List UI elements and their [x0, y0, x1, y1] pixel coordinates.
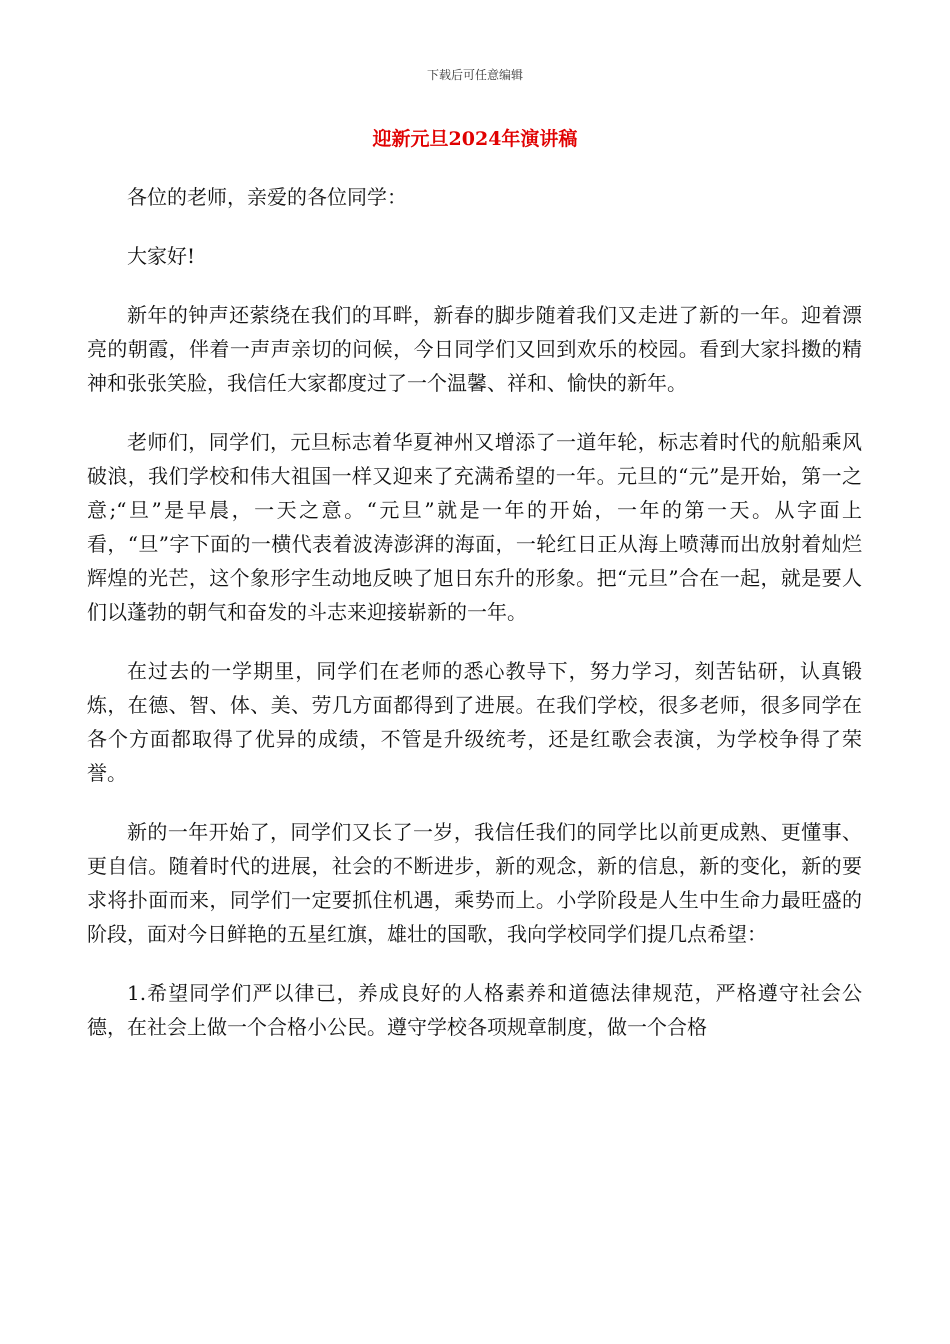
paragraph-greeting: 大家好! — [127, 244, 196, 268]
paragraph: 在过去的一学期里，同学们在老师的悉心教导下，努力学习，刻苦钻研，认真锻炼，在德、智、体、美、劳几方面都得到了进展。在我们学校，很多老师，很多同学在各个方面都取得了优异的成绩，不管是升级统考，还是红歌会表演，为学校争得了荣誉。 — [87, 659, 862, 785]
header-note: 下载后可任意编辑 — [426, 68, 523, 82]
paragraph: 1.希望同学们严以律已，养成良好的人格素养和道德法律规范，严格遵守社会公德，在社会上做一个合格小公民。遵守学校各项规章制度，做一个合格 — [87, 981, 862, 1039]
paragraph: 新年的钟声还萦绕在我们的耳畔，新春的脚步随着我们又走进了新的一年。迎着漂亮的朝霞，伴着一声声亲切的问候，今日同学们又回到欢乐的校园。看到大家抖擞的精神和张张笑脸，我信任大家都度过了一个温馨、祥和、愉快的新年。 — [87, 303, 862, 395]
page-title: 迎新元旦2024年演讲稿 — [372, 128, 578, 150]
paragraph: 老师们，同学们，元旦标志着华夏神州又增添了一道年轮，标志着时代的航船乘风破浪，我们学校和伟大祖国一样又迎来了充满希望的一年。元旦的“元”是开始，第一之意;“旦”是早晨，一天之意。“元旦”就是一年的开始，一年的第一天。从字面上看，“旦”字下面的一横代表着波涛澎湃的海面，一轮红日正从海上喷薄而出放射着灿烂辉煌的光芒，这个象形字生动地反映了旭日东升的形象。把“元旦”合在一起，就是要人们以蓬勃的朝气和奋发的斗志来迎接崭新的一年。 — [87, 430, 862, 624]
paragraph: 新的一年开始了，同学们又长了一岁，我信任我们的同学比以前更成熟、更懂事、更自信。随着时代的进展，社会的不断进步，新的观念，新的信息，新的变化，新的要求将扑面而来，同学们一定要抓住机遇，乘势而上。小学阶段是人生中生命力最旺盛的阶段，面对今日鲜艳的五星红旗，雄壮的国歌，我向学校同学们提几点希望： — [87, 820, 862, 946]
document-body — [87, 180, 862, 1069]
paragraph-salutation: 各位的老师，亲爱的各位同学： — [127, 185, 407, 209]
